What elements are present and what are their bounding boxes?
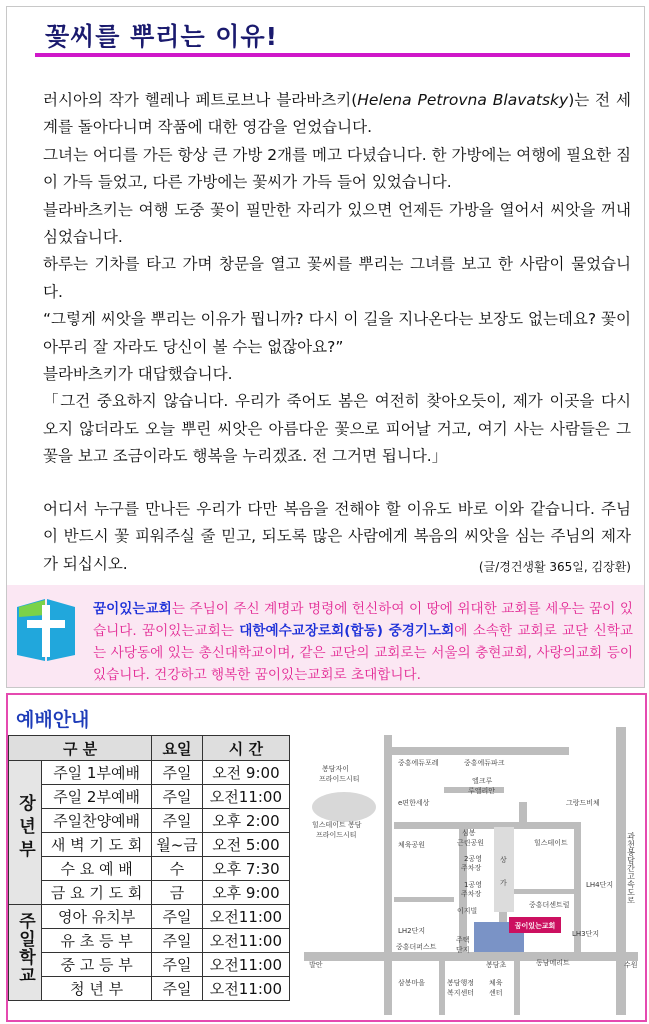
svg-text:힐스테이트: 힐스테이트 (534, 839, 568, 847)
svg-text:동남메리트: 동남메리트 (536, 959, 570, 967)
story-paragraph: 그녀는 어디를 가든 항상 큰 가방 2개를 메고 다녔습니다. 한 가방에는 여행에 필요한 짐이 가득 들었고, 다른 가방에는 꽃씨가 가득 들어 있었습니다. (43, 145, 631, 192)
header-day: 요일 (152, 736, 203, 761)
svg-text:중흥더센트럴: 중흥더센트럴 (529, 901, 570, 909)
svg-text:e편한세상: e편한세상 (398, 799, 430, 807)
church-map-label: 꿈이있는교회 (514, 922, 556, 930)
svg-text:1공영: 1공영 (464, 881, 482, 889)
svg-text:주차장: 주차장 (461, 890, 482, 898)
svg-text:루앨리안: 루앨리안 (468, 787, 496, 795)
church-intro-text: 꿈이있는교회는 주님이 주신 계명과 명령에 헌신하여 이 땅에 위대한 교회를 세우는 꿈이 있습니다. 꿈이있는교회는 대한예수교장로회(합동) 중경기노회에 소속한 교회로 교단 신학교는 사당동에 있는 총신대학교이며, 같은 교단의 교회로는 서울의 충현교회, 사랑의교회 등이 있습니다. 건강하고 행복한 꿈이있는교회로 초대합니다. (93, 601, 633, 683)
svg-text:2공영: 2공영 (464, 855, 482, 863)
table-row: 주일찬양예배 주일 오후 2:00 (9, 809, 290, 833)
svg-text:심봉: 심봉 (462, 829, 476, 837)
svg-text:중흥더퍼스트: 중흥더퍼스트 (396, 943, 437, 951)
svg-text:삼봉마을: 삼봉마을 (398, 979, 426, 987)
story-title: 꽃씨를 뿌리는 이유! (45, 22, 279, 51)
svg-text:중흥에듀포레: 중흥에듀포레 (398, 759, 439, 767)
svg-text:프라이드시티: 프라이드시티 (319, 775, 360, 783)
story-paragraph: 어디서 누구를 만나든 우리가 다만 복음을 전해야 할 이유도 바로 이와 같습니다. 주님이 반드시 꽃 피워주실 줄 믿고, 되도록 많은 사람에게 복음의 씨앗을 심는 주님의 제자가 되십시오. (글/경건생활 365일, 김장환) (43, 496, 631, 578)
story-paragraph: 하루는 기차를 타고 가며 창문을 열고 꽃씨를 뿌리는 그녀를 보고 한 사람이 물었습니다. (43, 255, 631, 301)
table-header-row (9, 736, 290, 761)
table-row: 주일학교 영아 유치부 주일 오전11:00 (9, 905, 290, 929)
worship-schedule-table (8, 735, 290, 1001)
svg-text:주차장: 주차장 (461, 864, 482, 872)
svg-text:그랑드비체: 그랑드비체 (566, 799, 600, 807)
table-row: 장년부 주일 1부예배 주일 오전 9:00 (9, 761, 290, 785)
story-paragraph: 「그건 중요하지 않습니다. 우리가 죽어도 봄은 여전히 찾아오듯이, 제가 이곳을 다시 오지 않더라도 오늘 뿌린 씨앗은 아름다운 꽃으로 피어날 거고, 여기 사는 사람들은 그 꽃을 보고 조금이라도 행복을 누리겠죠. 전 그거면 됩니다.」 (43, 392, 631, 466)
table-row: 금 요 기 도 회 금 오후 9:00 (9, 881, 290, 905)
church-intro-box (7, 585, 644, 687)
table-row: 새 벽 기 도 회 월~금 오전 5:00 (9, 833, 290, 857)
svg-text:수원: 수원 (624, 961, 638, 969)
header-time: 시 간 (202, 736, 289, 761)
worship-panel (6, 693, 647, 1022)
svg-text:LH4단지: LH4단지 (586, 881, 614, 889)
svg-text:LH2단지: LH2단지 (398, 927, 426, 935)
svg-text:체육공원: 체육공원 (398, 841, 426, 849)
header-category: 구 분 (9, 736, 152, 761)
table-row: 유 초 등 부 주일 오전11:00 (9, 929, 290, 953)
svg-text:LH3단지: LH3단지 (572, 930, 600, 938)
svg-text:단지: 단지 (456, 946, 470, 954)
cross-book-icon (15, 595, 77, 665)
group-sunday-school (9, 905, 42, 1001)
location-map (304, 727, 638, 1015)
story-paragraph: 블라바츠키가 대답했습니다. (43, 365, 233, 384)
story-source: (글/경건생활 365일, 김장환) (478, 559, 631, 574)
group-adult (9, 761, 42, 905)
table-row: 중 고 등 부 주일 오전11:00 (9, 953, 290, 977)
story-body (43, 87, 631, 581)
story-paragraph: 러시아의 작가 헬레나 페트로브나 블라바츠키(Helena Petrovna Blavatsky)는 전 세계를 돌아다니며 작품에 대한 영감을 얻었습니다. (43, 91, 632, 137)
group-adult-label: 장년부 (15, 793, 35, 863)
svg-text:가: 가 (500, 879, 507, 887)
svg-text:이지빌: 이지빌 (457, 907, 478, 915)
svg-text:체육: 체육 (489, 979, 503, 987)
svg-text:프라이드시티: 프라이드시티 (316, 831, 357, 839)
denomination: 대한예수교장로회(합동) 중경기노회 (239, 623, 455, 639)
svg-text:발안: 발안 (309, 961, 323, 969)
highway-label: 과천봉담간고속도로 (626, 832, 636, 904)
title-underline (35, 53, 630, 57)
svg-text:복지센터: 복지센터 (447, 989, 475, 997)
worship-title: 예배안내 (16, 709, 90, 731)
svg-text:근린공원: 근린공원 (457, 839, 485, 847)
svg-text:봉담초: 봉담초 (486, 961, 507, 969)
group-sunday-school-label: 주일학교 (15, 912, 35, 984)
table-row: 청 년 부 주일 오전11:00 (9, 977, 290, 1001)
table-row: 수 요 예 배 수 오후 7:30 (9, 857, 290, 881)
district-area (312, 792, 376, 822)
svg-text:주택: 주택 (456, 936, 470, 944)
svg-text:봉담자이: 봉담자이 (322, 765, 350, 773)
table-row: 주일 2부예배 주일 오전11:00 (9, 785, 290, 809)
author-name: Helena Petrovna Blavatsky (357, 91, 569, 109)
svg-text:센터: 센터 (489, 989, 503, 997)
svg-text:상: 상 (500, 856, 507, 864)
story-paragraph: 블라바츠키는 여행 도중 꽃이 필만한 자리가 있으면 언제든 가방을 열어서 씨앗을 꺼내 심었습니다. (43, 200, 631, 247)
story-panel (6, 6, 645, 688)
church-name: 꿈이있는교회 (93, 601, 172, 617)
story-paragraph: “그렇게 씨앗을 뿌리는 이유가 뭡니까? 다시 이 길을 지나온다는 보장도 없는데요? 꽃이 아무리 잘 자라도 당신이 볼 수는 없잖아요?” (43, 310, 631, 356)
svg-text:힐스테이트 봉담: 힐스테이트 봉담 (312, 821, 362, 829)
svg-text:중흥에듀파크: 중흥에듀파크 (464, 759, 505, 767)
svg-text:봉담행정: 봉담행정 (447, 979, 475, 987)
svg-text:엘크루: 엘크루 (472, 777, 493, 785)
